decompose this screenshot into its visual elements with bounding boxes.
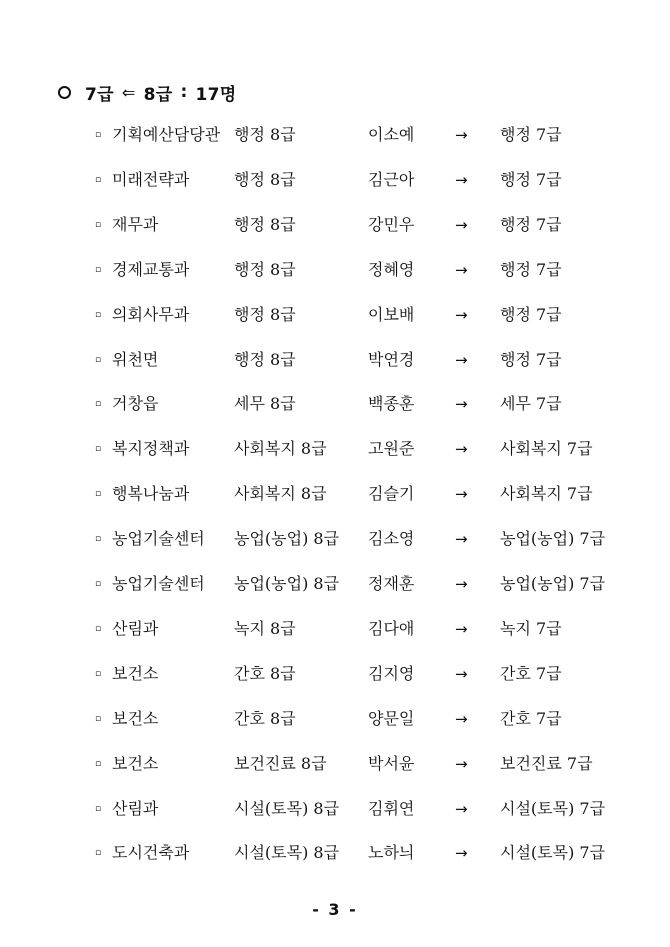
department-name: 거창읍 xyxy=(112,394,159,414)
new-grade: 행정 7급 xyxy=(500,349,562,369)
square-bullet-icon: ▫ xyxy=(95,219,102,230)
department-name: 복지정책과 xyxy=(112,439,190,459)
heading-grade-from: 8급 xyxy=(143,84,173,105)
new-grade: 행정 7급 xyxy=(500,304,562,324)
right-arrow-icon: → xyxy=(455,664,468,683)
square-bullet-icon: ▫ xyxy=(95,489,102,500)
section-heading xyxy=(58,78,237,106)
square-bullet-icon: ▫ xyxy=(95,803,102,814)
right-arrow-icon: → xyxy=(455,530,468,549)
department-name: 산림과 xyxy=(112,618,159,638)
department-name: 경제교통과 xyxy=(112,259,190,279)
person-name: 백종훈 xyxy=(368,394,415,414)
current-grade: 농업(농업) 8급 xyxy=(234,529,340,549)
square-bullet-icon: ▫ xyxy=(95,444,102,455)
square-bullet-icon: ▫ xyxy=(95,130,102,140)
right-arrow-icon: → xyxy=(455,575,468,593)
current-grade: 행정 8급 xyxy=(234,125,296,144)
list-item xyxy=(0,255,670,285)
right-arrow-icon: → xyxy=(455,350,468,369)
list-item xyxy=(0,300,670,330)
square-bullet-icon: ▫ xyxy=(95,174,102,185)
department-name: 도시건축과 xyxy=(112,843,190,863)
current-grade: 간호 8급 xyxy=(234,663,296,683)
hollow-circle-bullet-icon xyxy=(58,86,71,99)
heading-grade-to: 7급 xyxy=(85,84,114,105)
list-item xyxy=(0,345,670,375)
right-arrow-icon: → xyxy=(455,395,468,414)
right-arrow-icon: → xyxy=(455,709,468,728)
person-name: 김다애 xyxy=(368,618,415,638)
current-grade: 녹지 8급 xyxy=(234,618,296,638)
right-arrow-icon: → xyxy=(455,754,468,773)
right-arrow-icon: → xyxy=(455,844,468,863)
list-item xyxy=(0,749,670,779)
list-item xyxy=(0,659,670,689)
person-name: 김지영 xyxy=(368,663,415,683)
department-name: 의회사무과 xyxy=(112,304,190,324)
list-item xyxy=(0,434,670,464)
right-arrow-icon: → xyxy=(455,215,468,234)
person-name: 양문일 xyxy=(368,708,415,728)
current-grade: 행정 8급 xyxy=(234,259,296,279)
heading-separator: : xyxy=(180,82,188,102)
person-name: 김근아 xyxy=(368,169,415,189)
person-name: 정혜영 xyxy=(368,259,415,279)
person-name: 이보배 xyxy=(368,304,415,324)
right-arrow-icon: → xyxy=(455,485,468,504)
new-grade: 녹지 7급 xyxy=(500,618,562,638)
new-grade: 세무 7급 xyxy=(500,394,562,414)
list-item xyxy=(0,210,670,240)
current-grade: 시설(토목) 8급 xyxy=(234,843,340,863)
right-arrow-icon: → xyxy=(455,260,468,279)
current-grade: 세무 8급 xyxy=(234,394,296,414)
page-number: - 3 - xyxy=(312,900,358,919)
heading-count: 17명 xyxy=(195,84,237,105)
list-item xyxy=(0,479,670,509)
right-arrow-icon: → xyxy=(455,126,468,144)
right-arrow-icon: → xyxy=(455,799,468,818)
department-name: 농업기술센터 xyxy=(112,574,205,593)
new-grade: 행정 7급 xyxy=(500,214,562,234)
list-item xyxy=(0,165,670,195)
square-bullet-icon: ▫ xyxy=(95,758,102,769)
current-grade: 사회복지 8급 xyxy=(234,439,327,459)
person-name: 고원준 xyxy=(368,439,415,459)
square-bullet-icon: ▫ xyxy=(95,399,102,410)
square-bullet-icon: ▫ xyxy=(95,534,102,545)
person-name: 박연경 xyxy=(368,349,415,369)
current-grade: 행정 8급 xyxy=(234,214,296,234)
current-grade: 보건진료 8급 xyxy=(234,753,327,773)
person-name: 정재훈 xyxy=(368,574,415,593)
department-name: 미래전략과 xyxy=(112,169,190,189)
new-grade: 농업(농업) 7급 xyxy=(500,529,606,549)
department-name: 산림과 xyxy=(112,798,159,818)
current-grade: 시설(토목) 8급 xyxy=(234,798,340,818)
person-name: 김소영 xyxy=(368,529,415,549)
list-item xyxy=(0,389,670,419)
current-grade: 행정 8급 xyxy=(234,169,296,189)
square-bullet-icon: ▫ xyxy=(95,848,102,859)
new-grade: 간호 7급 xyxy=(500,663,562,683)
person-name: 노하늬 xyxy=(368,843,415,863)
department-name: 보건소 xyxy=(112,708,159,728)
list-item xyxy=(0,704,670,734)
new-grade: 사회복지 7급 xyxy=(500,484,593,504)
person-name: 강민우 xyxy=(368,214,415,234)
square-bullet-icon: ▫ xyxy=(95,309,102,320)
current-grade: 사회복지 8급 xyxy=(234,484,327,504)
new-grade: 간호 7급 xyxy=(500,708,562,728)
list-item xyxy=(0,569,670,599)
new-grade: 사회복지 7급 xyxy=(500,439,593,459)
right-arrow-icon: → xyxy=(455,305,468,324)
square-bullet-icon: ▫ xyxy=(95,713,102,724)
department-name: 보건소 xyxy=(112,663,159,683)
person-name: 김슬기 xyxy=(368,484,415,504)
square-bullet-icon: ▫ xyxy=(95,623,102,634)
current-grade: 농업(농업) 8급 xyxy=(234,574,340,593)
department-name: 재무과 xyxy=(112,214,159,234)
current-grade: 간호 8급 xyxy=(234,708,296,728)
department-name: 농업기술센터 xyxy=(112,529,205,549)
department-name: 행복나눔과 xyxy=(112,484,190,504)
department-name: 위천면 xyxy=(112,349,159,369)
current-grade: 행정 8급 xyxy=(234,304,296,324)
right-arrow-icon: → xyxy=(455,170,468,189)
new-grade: 시설(토목) 7급 xyxy=(500,798,606,818)
square-bullet-icon: ▫ xyxy=(95,668,102,679)
person-name: 이소예 xyxy=(368,125,415,144)
square-bullet-icon: ▫ xyxy=(95,354,102,365)
list-item xyxy=(0,120,670,150)
person-name: 박서윤 xyxy=(368,753,415,773)
right-arrow-icon: → xyxy=(455,619,468,638)
list-item xyxy=(0,794,670,824)
new-grade: 행정 7급 xyxy=(500,169,562,189)
square-bullet-icon: ▫ xyxy=(95,579,102,589)
person-name: 김휘연 xyxy=(368,798,415,818)
double-left-arrow-icon: ⇐ xyxy=(121,82,136,102)
new-grade: 행정 7급 xyxy=(500,259,562,279)
current-grade: 행정 8급 xyxy=(234,349,296,369)
department-name: 기획예산담당관 xyxy=(112,125,221,144)
list-item xyxy=(0,838,670,868)
list-item xyxy=(0,614,670,644)
new-grade: 보건진료 7급 xyxy=(500,753,593,773)
new-grade: 시설(토목) 7급 xyxy=(500,843,606,863)
right-arrow-icon: → xyxy=(455,440,468,459)
list-item xyxy=(0,524,670,554)
square-bullet-icon: ▫ xyxy=(95,264,102,275)
new-grade: 행정 7급 xyxy=(500,125,562,144)
department-name: 보건소 xyxy=(112,753,159,773)
new-grade: 농업(농업) 7급 xyxy=(500,574,606,593)
